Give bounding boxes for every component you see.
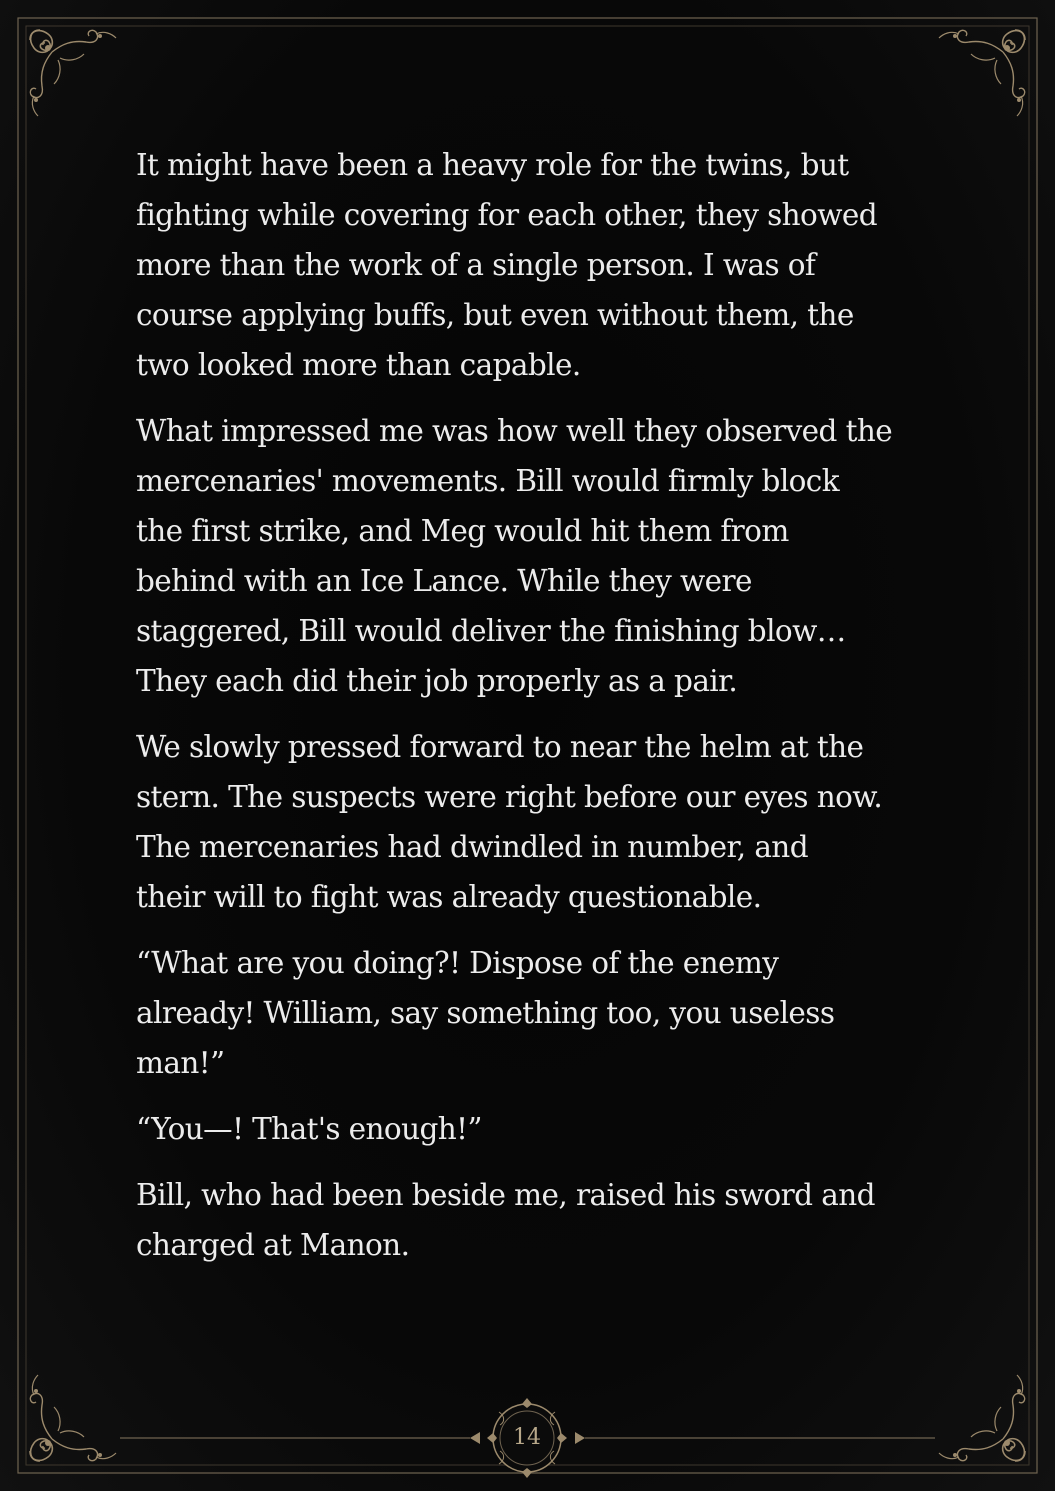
page-number: 14 — [513, 1425, 541, 1450]
paragraph-4: “What are you doing?! Dispose of the enemy already! William, say something too, you useless man!” — [136, 946, 835, 1080]
paragraph-3: We slowly pressed forward to near the helm at the stern. The suspects were right before our eyes now. The mercenaries had dwindled in number, and their will to fight was already questionable. — [136, 730, 883, 914]
paragraph-5: “You—! That's enough!” — [136, 1112, 482, 1146]
body-text — [136, 140, 936, 1286]
paragraph-6: Bill, who had been beside me, raised his sword and charged at Manon. — [136, 1178, 875, 1262]
filigree-corner-icon-top-left — [30, 30, 116, 116]
paragraph-2: What impressed me was how well they observed the mercenaries' movements. Bill would firmly block the first strike, and Meg would hit them from behind with an Ice Lance. While they were staggered, Bill would deliver the finishing blow… They each did their job properly as a pair. — [136, 414, 893, 698]
filigree-corner-icon-bottom-left — [30, 1375, 116, 1461]
filigree-corner-icon-bottom-right — [939, 1375, 1025, 1461]
filigree-corner-icon-top-right — [939, 30, 1025, 116]
paragraph-1: It might have been a heavy role for the twins, but fighting while covering for each other, they showed more than the work of a single person. I was of course applying buffs, but even without them, the two looked more than capable. — [136, 148, 877, 382]
